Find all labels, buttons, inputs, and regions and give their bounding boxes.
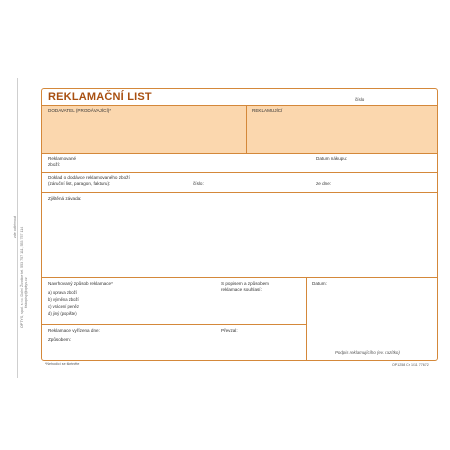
claimed-goods-label: Reklamované: [48, 156, 77, 161]
defect-label: Zjištěná závada:: [48, 196, 82, 201]
form-code: OP1258 Cr 1/11 77672: [392, 363, 429, 367]
form-border: [41, 88, 438, 361]
stub-text: [12, 78, 28, 378]
footnote: *Nehodící se škrtněte: [45, 362, 80, 366]
purchase-date-label: Datum nákupu:: [316, 156, 348, 161]
stub-text-2: OPTYS, spol. s r.o. Dolní Životice tel. 553 757 111, 553 757 114: [20, 226, 24, 328]
option-a: a) oprava zboží: [48, 290, 77, 295]
signature-label: Podpis reklamujícího (ev. razítko): [335, 350, 400, 355]
claim-form: [41, 88, 438, 361]
agreement-label-2: reklamace souhlasí:: [221, 287, 262, 292]
stub-text-3: tiskopisy@optys.cz: [24, 277, 28, 308]
agreement-label: S popisem a způsobem: [221, 281, 270, 286]
option-d: d) jiný (popište): [48, 311, 77, 316]
option-b: b) výměna zboží: [48, 297, 79, 302]
proof-date-label: ze dne:: [316, 181, 332, 186]
date-label: Datum:: [312, 281, 327, 286]
settled-label: Reklamace vyřízena dne:: [48, 328, 100, 333]
option-c: c) vrácení peněz: [48, 304, 79, 309]
form-title: REKLAMAČNÍ LIST: [48, 91, 152, 103]
tear-off-stub: [12, 78, 28, 378]
proposal-label: Navrhovaný způsob reklamace*: [48, 281, 113, 286]
claimant-label: REKLAMUJÍCÍ: [252, 108, 283, 113]
number-label: číslo: [355, 97, 365, 102]
method-label: Způsobem:: [48, 337, 71, 342]
claimed-goods-label-2: zboží:: [48, 162, 61, 167]
stub-text-1: zde odtrhnout: [13, 216, 17, 238]
supplier-label: DODAVATEL (PRODÁVAJÍCÍ)*: [48, 108, 112, 113]
proof-label: Doklad o dodávce reklamovaného zboží: [48, 175, 130, 180]
proof-label-2: (záruční list, paragon, fakturu):: [48, 181, 111, 186]
proof-number-label: číslo:: [193, 181, 204, 186]
taken-label: Převzal:: [221, 328, 238, 333]
